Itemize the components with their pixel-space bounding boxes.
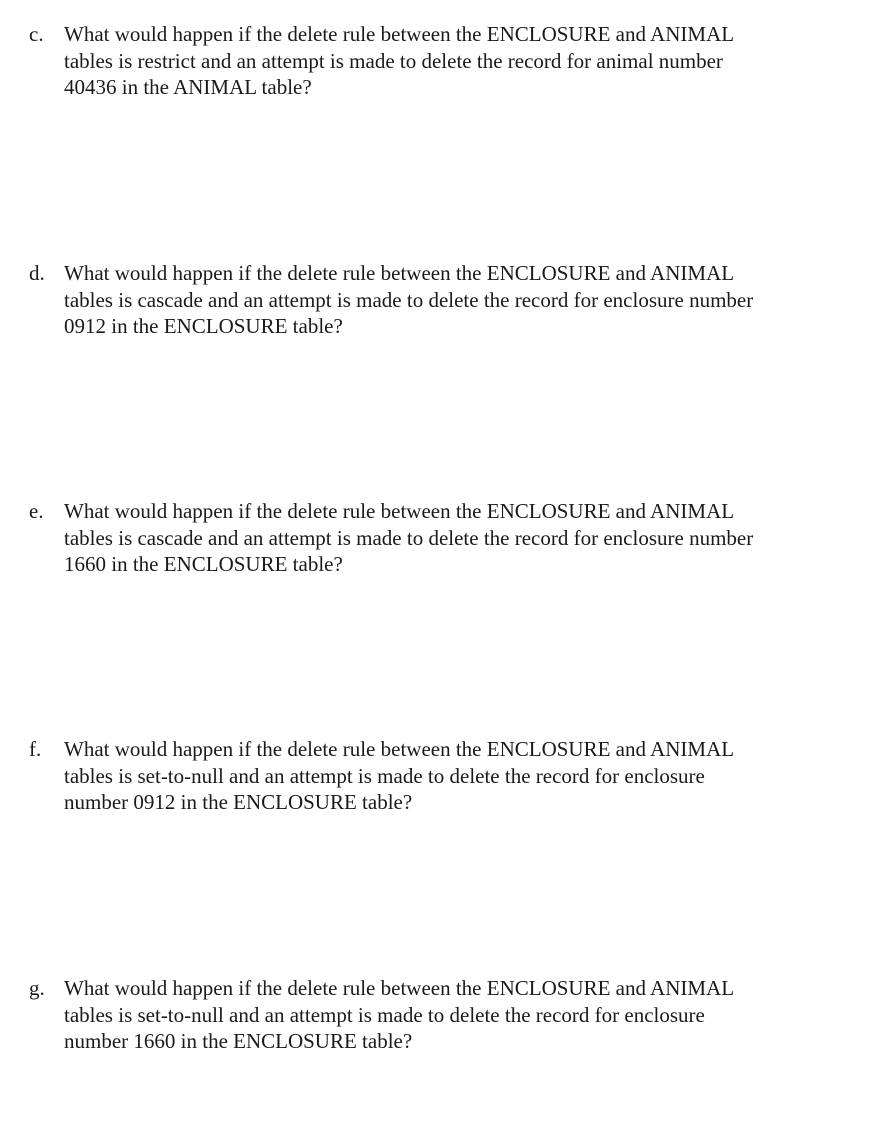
question-line: What would happen if the delete rule between the ENCLOSURE and ANIMAL — [64, 22, 735, 46]
question-line: tables is cascade and an attempt is made to delete the record for enclosure number — [64, 525, 754, 550]
question-line: 40436 in the ANIMAL table? — [64, 75, 312, 99]
question-line: tables is cascade and an attempt is made to delete the record for enclosure number — [64, 287, 754, 312]
question-line: 1660 in the ENCLOSURE table? — [64, 552, 343, 576]
question-line: What would happen if the delete rule between the ENCLOSURE and ANIMAL — [64, 976, 735, 1000]
question-text — [64, 975, 854, 1055]
question-letter: c. — [29, 22, 44, 46]
question-line: tables is set-to-null and an attempt is made to delete the record for enclosure — [64, 763, 705, 788]
question-line: number 1660 in the ENCLOSURE table? — [64, 1029, 413, 1053]
question-line: What would happen if the delete rule between the ENCLOSURE and ANIMAL — [64, 261, 735, 285]
question-line: 0912 in the ENCLOSURE table? — [64, 314, 343, 338]
question-line: What would happen if the delete rule between the ENCLOSURE and ANIMAL — [64, 499, 735, 523]
question-text — [64, 260, 854, 340]
question-text — [64, 498, 854, 578]
question-letter: g. — [29, 976, 45, 1000]
question-letter: d. — [29, 261, 45, 285]
question-line: tables is restrict and an attempt is made to delete the record for animal number — [64, 48, 723, 73]
question-line: number 0912 in the ENCLOSURE table? — [64, 790, 413, 814]
question-text — [64, 736, 854, 816]
question-line: tables is set-to-null and an attempt is made to delete the record for enclosure — [64, 1002, 705, 1027]
question-text — [64, 21, 854, 101]
question-letter: f. — [29, 737, 42, 761]
question-line: What would happen if the delete rule between the ENCLOSURE and ANIMAL — [64, 737, 735, 761]
question-letter: e. — [29, 499, 44, 523]
